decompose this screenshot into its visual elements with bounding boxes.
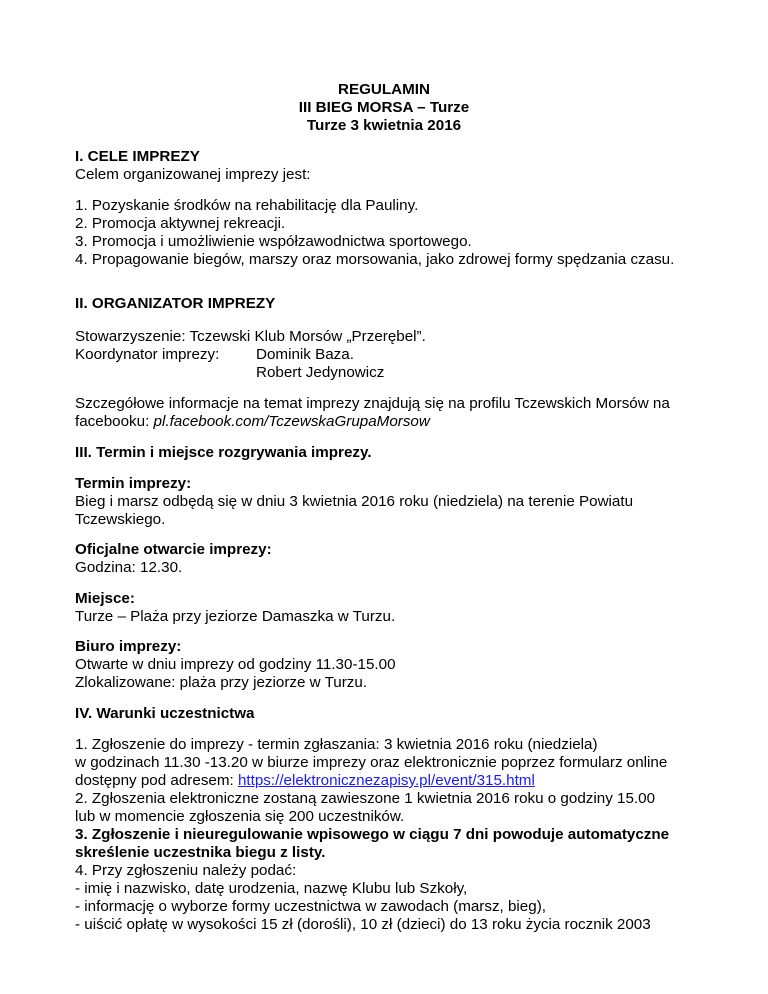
condition-text: - informację o wyborze formy uczestnictwa w zawodach (marsz, bieg), — [75, 898, 546, 915]
otwarcie-text: Godzina: 12.30. — [75, 559, 183, 576]
section-3-heading: III. Termin i miejsce rozgrywania imprezy. — [75, 444, 372, 461]
miejsce-text: Turze – Plaża przy jeziorze Damaszka w Turzu. — [75, 608, 396, 625]
goal-item: 4. Propagowanie biegów, marszy oraz morsowania, jako zdrowej formy spędzania czasu. — [75, 251, 675, 268]
goal-item: 1. Pozyskanie środków na rehabilitację dla Pauliny. — [75, 197, 419, 214]
organizer-line: Stowarzyszenie: Tczewski Klub Morsów „Przerębel”. — [75, 328, 426, 345]
info-line: Szczegółowe informacje na temat imprezy znajdują się na profilu Tczewskich Morsów na — [75, 395, 670, 412]
section-1-heading: I. CELE IMPREZY — [75, 148, 200, 165]
condition-warning: 3. Zgłoszenie i nieuregulowanie wpisowego w ciągu 7 dni powoduje automatyczne — [75, 826, 670, 843]
condition-text: - imię i nazwisko, datę urodzenia, nazwę Klubu lub Szkoły, — [75, 880, 468, 897]
condition-text: 4. Przy zgłoszeniu należy podać: — [75, 862, 297, 879]
coordinator-name: Robert Jedynowicz — [256, 364, 385, 381]
section-4-heading: IV. Warunki uczestnictwa — [75, 705, 255, 722]
condition-text: - uiścić opłatę w wysokości 15 zł (dorośli), 10 zł (dzieci) do 13 roku życia rocznik 2003 — [75, 916, 651, 933]
goal-item: 3. Promocja i umożliwienie współzawodnictwa sportowego. — [75, 233, 472, 250]
facebook-link: pl.facebook.com/TczewskaGrupaMorsow — [153, 413, 430, 430]
condition-text: 1. Zgłoszenie do imprezy - termin zgłaszania: 3 kwietnia 2016 roku (niedziela) — [75, 736, 598, 753]
info-prefix: facebooku: — [75, 413, 154, 430]
coordinator-label: Koordynator imprezy: — [75, 346, 220, 363]
biuro-text: Zlokalizowane: plaża przy jeziorze w Turzu. — [75, 674, 368, 691]
otwarcie-heading: Oficjalne otwarcie imprezy: — [75, 541, 272, 558]
doc-title: REGULAMIN — [338, 81, 430, 98]
condition-warning: skreślenie uczestnika biegu z listy. — [75, 844, 326, 861]
biuro-text: Otwarte w dniu imprezy od godziny 11.30-15.00 — [75, 656, 396, 673]
biuro-heading: Biuro imprezy: — [75, 638, 182, 655]
termin-text: Bieg i marsz odbędą się w dniu 3 kwietnia 2016 roku (niedziela) na terenie Powiatu — [75, 493, 634, 510]
condition-text — [75, 772, 535, 790]
goal-item: 2. Promocja aktywnej rekreacji. — [75, 215, 286, 232]
info-line — [75, 413, 430, 431]
section-1-intro: Celem organizowanej imprezy jest: — [75, 166, 311, 183]
doc-date: Turze 3 kwietnia 2016 — [306, 117, 462, 134]
address-prefix: dostępny pod adresem: — [75, 772, 238, 789]
coordinator-name: Dominik Baza. — [256, 346, 354, 363]
miejsce-heading: Miejsce: — [75, 590, 135, 607]
condition-text: lub w momencie zgłoszenia się 200 uczestników. — [75, 808, 405, 825]
doc-subtitle: III BIEG MORSA – Turze — [298, 99, 470, 116]
termin-text: Tczewskiego. — [75, 511, 166, 528]
termin-heading: Termin imprezy: — [75, 475, 192, 492]
section-2-heading: II. ORGANIZATOR IMPREZY — [75, 295, 276, 312]
condition-text: w godzinach 11.30 -13.20 w biurze imprezy oraz elektronicznie poprzez formularz online — [75, 754, 668, 771]
registration-link[interactable]: https://elektronicznezapisy.pl/event/315.html — [237, 772, 535, 789]
condition-text: 2. Zgłoszenia elektroniczne zostaną zawieszone 1 kwietnia 2016 roku o godziny 15.00 — [75, 790, 656, 807]
